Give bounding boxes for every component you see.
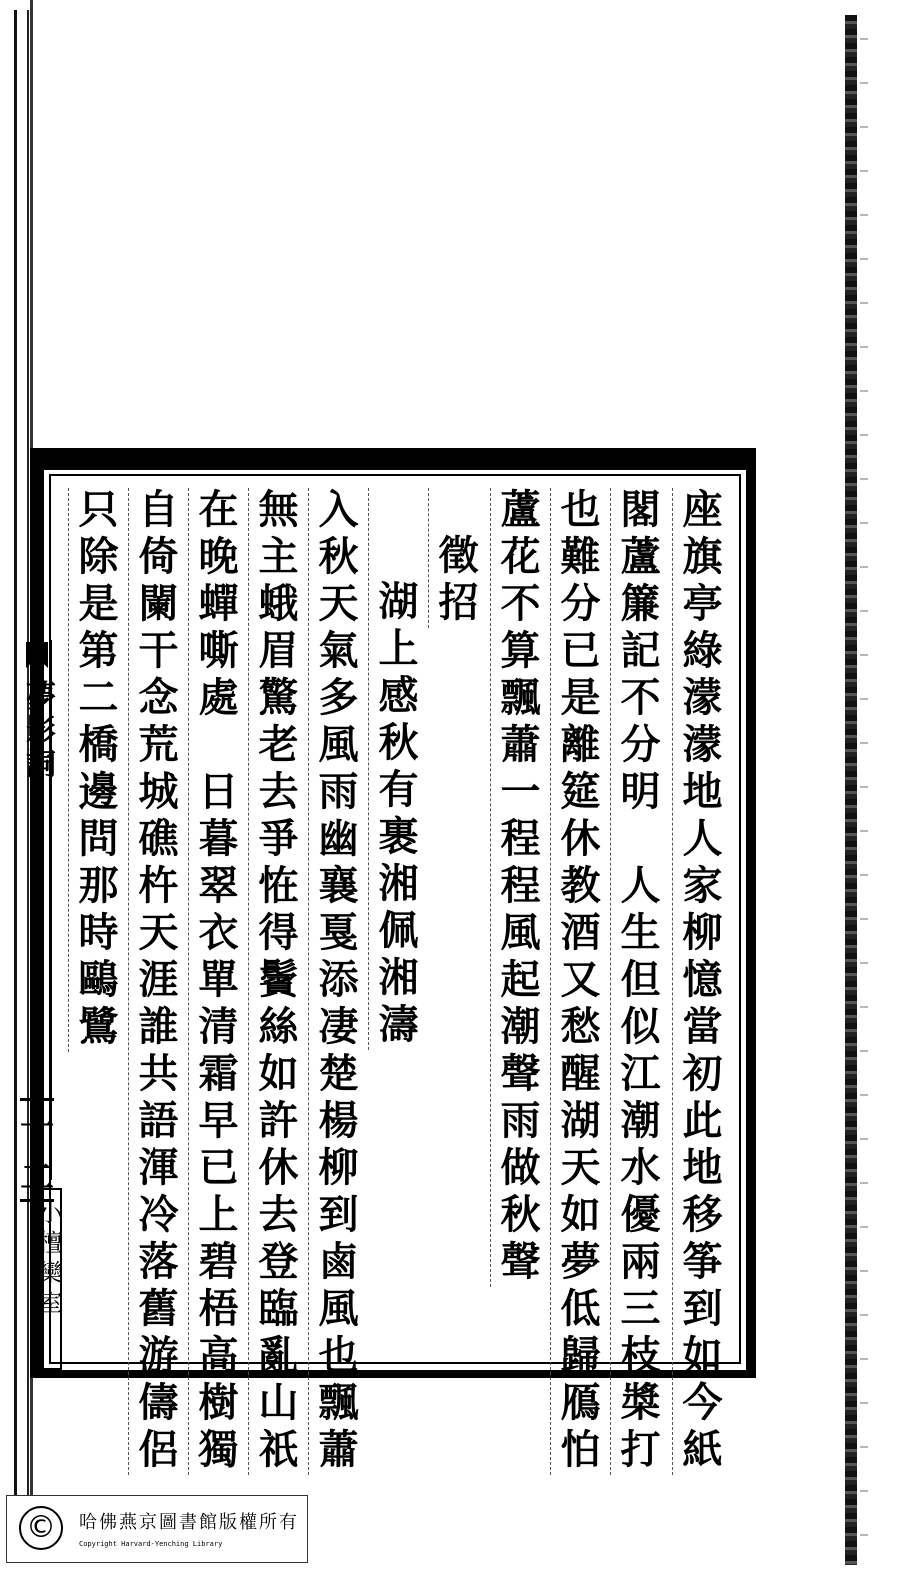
copyright-english: Copyright Harvard-Yenching Library (79, 1540, 223, 1548)
copyright-stamp (6, 1495, 308, 1563)
text-column-preface (368, 488, 421, 1050)
text-column-1 (672, 488, 725, 1475)
column-text: 只除是第二橋邊問那時鷗鷺 (72, 488, 119, 1052)
book-title: 夢影詞 (20, 680, 55, 782)
studio-label-box (34, 1188, 62, 1370)
text-column-9 (128, 488, 181, 1475)
column-text: 自倚闌干念荒城礁杵天涯誰共語渾冷落舊游儔侶 (132, 488, 179, 1475)
right-page-edge (845, 15, 857, 1565)
copyright-chinese: 哈佛燕京圖書館版權所有 (79, 1512, 299, 1533)
column-text: 入秋天氣多風雨幽襄戛添凄楚楊柳到鹵風也飄蕭 (312, 488, 359, 1475)
tune-title: 徵招 (432, 534, 479, 628)
text-column-3 (550, 488, 603, 1475)
column-text: 無主蛾眉驚老去爭恠得鬢絲如許休去登臨亂山祇 (252, 488, 299, 1475)
column-text: 也難分已是離筵休教酒又愁醒湖天如夢低歸鴈怕 (554, 488, 601, 1475)
text-column-2 (610, 488, 663, 1475)
column-text: 在晚蟬嘶處 日暮翠衣單清霜早已上碧梧高樹獨 (192, 488, 239, 1475)
column-text: 閣蘆簾記不分明 人生但似江潮水優兩三枝槳打 (614, 488, 661, 1475)
text-column-8 (188, 488, 241, 1475)
text-column-10 (68, 488, 121, 1052)
studio-name: 小檀欒室 (34, 1200, 62, 1320)
text-column-tune-title (428, 488, 481, 628)
text-column-4 (490, 488, 543, 1287)
copyright-icon: © (19, 1506, 63, 1550)
scan-speckle (860, 20, 868, 1560)
text-column-7 (248, 488, 301, 1475)
column-text: 蘆花不算飄蕭一程程風起潮聲雨做秋聲 (494, 488, 541, 1287)
text-column-6 (308, 488, 361, 1475)
poem-preface: 湖上感秋有裹湘佩湘濤 (372, 580, 419, 1050)
column-text: 座旗亭綠濛濛地人家柳憶當初此地移筝到如今紙 (676, 488, 723, 1475)
page-number: 十二 (20, 1098, 54, 1202)
